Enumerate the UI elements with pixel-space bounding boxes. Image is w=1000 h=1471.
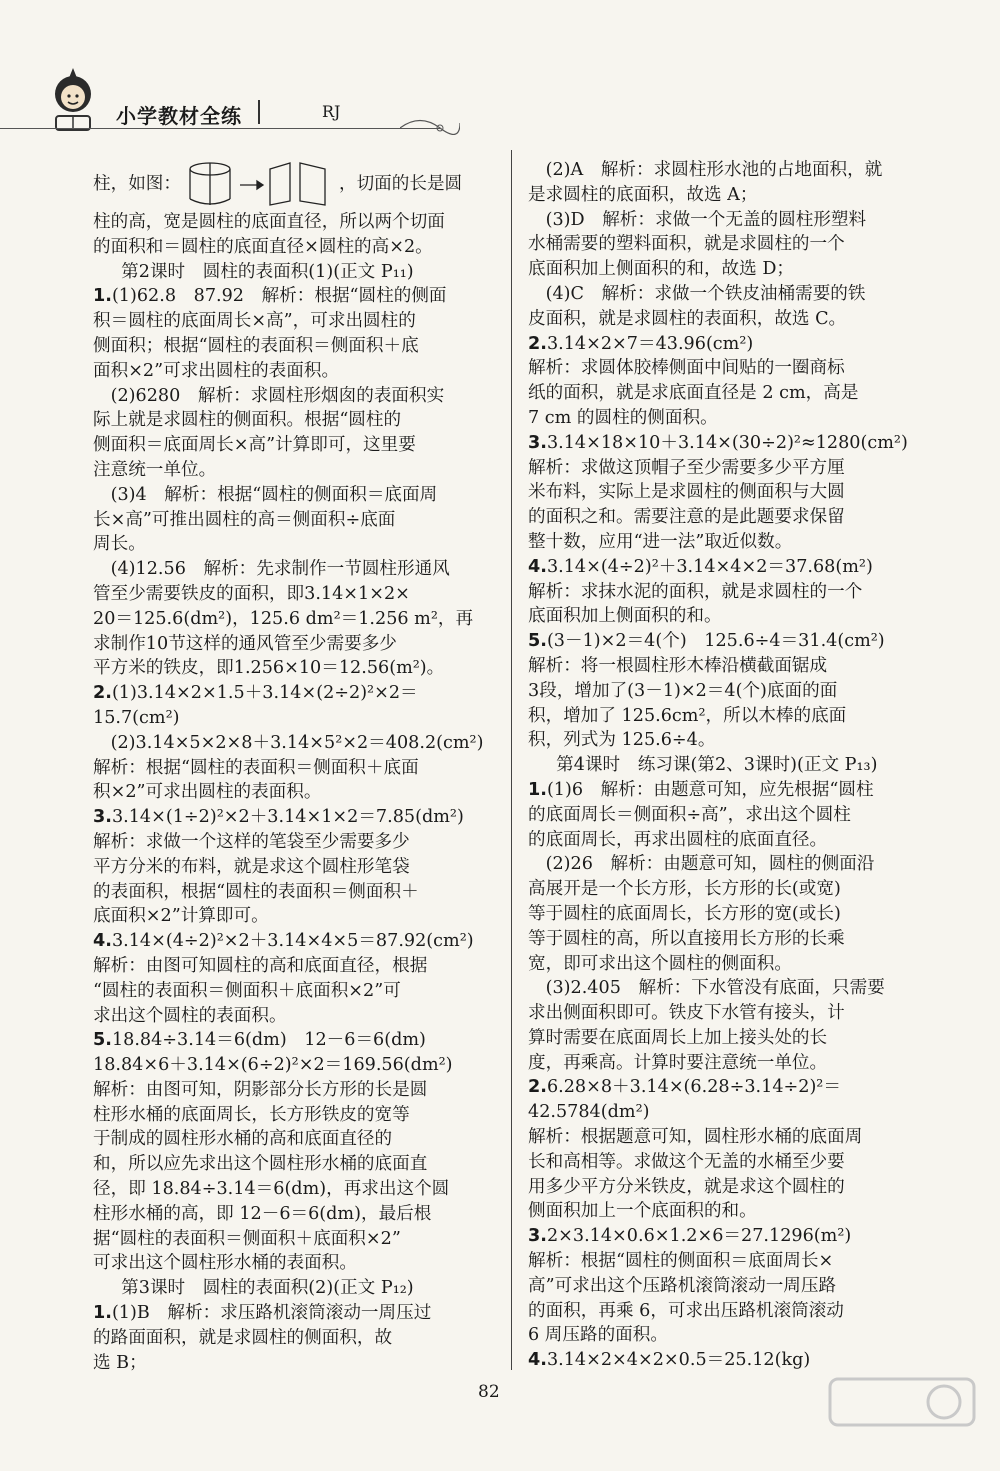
- line-text: 3.14×2×7＝43.96(cm²): [546, 333, 754, 354]
- line-text: (4)C 解析：求做一个铁皮油桶需要的铁: [545, 283, 866, 304]
- line-text: 注意统一单位。: [93, 459, 217, 480]
- line-text: (3－1)×2＝4(个) 125.6÷4＝31.4(cm²): [546, 631, 885, 652]
- line-text: 第2课时 圆柱的表面积(1)(正文 P₁₁): [121, 261, 414, 282]
- left-column: [93, 158, 493, 1375]
- line-text: 径，即 18.84÷3.14＝6(dm)，再求出这个圆: [93, 1179, 450, 1200]
- text-line: [93, 1177, 493, 1202]
- header-ornament-icon: [400, 108, 460, 138]
- text-line: [93, 408, 493, 433]
- line-text: (1)3.14×2×1.5＋3.14×(2÷2)²×2＝: [111, 683, 418, 704]
- text-line: [93, 929, 493, 954]
- line-text: 解析：求抹水泥的面积，就是求圆柱的一个: [528, 581, 863, 602]
- question-number: 2.: [528, 1077, 547, 1098]
- text-line: [528, 728, 920, 753]
- text-line: [528, 1001, 920, 1026]
- text-line: [93, 483, 493, 508]
- line-text: 的面积之和。需要注意的是此题要求保留: [528, 507, 845, 528]
- line-text: 积，列式为 125.6÷4。: [528, 730, 716, 751]
- text-line: [528, 480, 920, 505]
- line-text: 的面积和＝圆柱的底面直径×圆柱的高×2。: [93, 236, 433, 257]
- question-number: 4.: [93, 931, 112, 952]
- line-text: (1)6 解析：由题意可知，应先根据“圆柱: [546, 779, 874, 800]
- line-text: 15.7(cm²): [93, 707, 180, 728]
- question-number: 4.: [528, 1350, 547, 1371]
- text-line: [93, 557, 493, 582]
- text-line: [93, 1028, 493, 1053]
- text-line: [93, 731, 493, 756]
- text-line: [93, 359, 493, 384]
- text-line: [528, 877, 920, 902]
- title-separator: [258, 100, 260, 124]
- text-line: [93, 334, 493, 359]
- line-text: 高”可求出这个压路机滚筒滚动一周压路: [528, 1275, 837, 1296]
- line-text: 的底面周长，再求出圆柱的底面直径。: [528, 829, 828, 850]
- text-line: [528, 1125, 920, 1150]
- text-line: [528, 580, 920, 605]
- line-text: 平方分米的布料，就是求这个圆柱形笔袋: [93, 856, 410, 877]
- line-text: 高展开是一个长方形，长方形的长(或宽): [528, 879, 841, 900]
- line-text: (1)B 解析：求压路机滚筒滚动一周压过: [111, 1303, 432, 1324]
- text-line: [93, 756, 493, 781]
- line-text: (2)26 解析：由题意可知，圆柱的侧面沿: [545, 854, 875, 875]
- text-line: [528, 629, 920, 654]
- text-line: [93, 805, 493, 830]
- text-line: [93, 1053, 493, 1078]
- line-text: 解析：根据题意可知，圆柱形水桶的底面周: [528, 1127, 863, 1148]
- text-line: [93, 632, 493, 657]
- line-text: 求出这个圆柱的表面积。: [93, 1005, 287, 1026]
- right-column: [528, 158, 920, 1373]
- text-line: [528, 1100, 920, 1125]
- text-line: [528, 1051, 920, 1076]
- line-text: 的路面面积，就是求圆柱的侧面积，故: [93, 1327, 393, 1348]
- text-line: [528, 456, 920, 481]
- question-number: 5.: [528, 631, 547, 652]
- text-line: [528, 1150, 920, 1175]
- text-line: [528, 505, 920, 530]
- line-text: 6 周压路的面积。: [528, 1325, 668, 1346]
- question-number: 3.: [93, 807, 112, 828]
- text-line: [93, 532, 493, 557]
- text-line: [93, 1078, 493, 1103]
- line-text: 柱形水桶的底面周长，长方形铁皮的宽等: [93, 1104, 410, 1125]
- text-line: [93, 1103, 493, 1128]
- line-text: 解析：根据“圆柱的表面积＝侧面积＋底面: [93, 757, 419, 778]
- line-text: 6.28×8＋3.14×(6.28÷3.14÷2)²＝: [546, 1077, 841, 1098]
- text-line: [93, 1152, 493, 1177]
- text-line: [93, 260, 493, 285]
- text-line: [528, 356, 920, 381]
- line-text: 平方米的铁皮，即1.256×10＝12.56(m²)。: [93, 658, 445, 679]
- line-text: 于制成的圆柱形水桶的高和底面直径的: [93, 1129, 393, 1150]
- text-line: [93, 284, 493, 309]
- text-line: [93, 1004, 493, 1029]
- text-line: [528, 1199, 920, 1224]
- header-rule: [0, 128, 440, 129]
- text-line: [93, 780, 493, 805]
- text-line: [528, 158, 920, 183]
- text-line: [93, 582, 493, 607]
- question-number: 5.: [93, 1030, 112, 1051]
- line-text: 柱的高，宽是圆柱的底面直径，所以两个切面: [93, 212, 445, 232]
- text-line: [528, 1348, 920, 1373]
- line-text: 侧面积加上一个底面积的和。: [528, 1201, 757, 1222]
- line-text: 际上就是求圆柱的侧面积。根据“圆柱的: [93, 410, 402, 431]
- text-line: [528, 208, 920, 233]
- text-line: [93, 458, 493, 483]
- text-line: [528, 952, 920, 977]
- line-text: 用多少平方分米铁皮，就是求这个圆柱的: [528, 1176, 845, 1197]
- line-text: 长和高相等。求做这个无盖的水桶至少要: [528, 1151, 845, 1172]
- text-line: [93, 681, 493, 706]
- text-line: [93, 309, 493, 334]
- line-text-after-figure: ，切面的长是圆: [338, 174, 463, 194]
- text-line: [528, 1274, 920, 1299]
- question-number: 1.: [528, 779, 547, 800]
- text-line: [528, 927, 920, 952]
- line-text: 的底面周长＝侧面积÷高”，求出这个圆柱: [528, 804, 851, 825]
- text-line: [528, 803, 920, 828]
- text-line: [528, 1323, 920, 1348]
- line-text: 积，增加了 125.6cm²，所以木棒的底面: [528, 705, 847, 726]
- text-line: [528, 431, 920, 456]
- text-line: [528, 1026, 920, 1051]
- line-text: 底面积×2”计算即可。: [93, 906, 269, 927]
- text-line: [528, 828, 920, 853]
- line-text: 侧面积；根据“圆柱的表面积＝侧面积＋底: [93, 335, 419, 356]
- line-text: 解析：求圆体胶棒侧面中间贴的一圈商标: [528, 358, 845, 379]
- line-text: 可求出这个圆柱形水桶的表面积。: [93, 1253, 357, 1274]
- line-text: 3.14×(1÷2)²×2＋3.14×1×2＝7.85(dm²): [111, 807, 464, 828]
- line-text: 解析：由图可知圆柱的高和底面直径，根据: [93, 955, 428, 976]
- line-text: 水桶需要的塑料面积，就是求圆柱的一个: [528, 234, 845, 255]
- line-text: 皮面积，就是求圆柱的表面积，故选 C。: [528, 308, 847, 329]
- text-line: [93, 1351, 493, 1376]
- line-text: 解析：由图可知，阴影部分长方形的长是圆: [93, 1079, 428, 1100]
- text-line: [93, 1301, 493, 1326]
- text-line: [528, 1075, 920, 1100]
- text-line: [93, 904, 493, 929]
- line-text: 3.14×(4÷2)²＋3.14×4×2＝37.68(m²): [546, 556, 873, 577]
- text-line: [93, 979, 493, 1004]
- line-text: 是求圆柱的底面积，故选 A；: [528, 184, 758, 205]
- edition-label: RJ: [322, 102, 341, 121]
- text-line: [528, 530, 920, 555]
- text-line: [528, 257, 920, 282]
- text-line: [93, 830, 493, 855]
- line-text: (3)D 解析：求做一个无盖的圆柱形塑料: [545, 209, 867, 230]
- line-text: 积＝圆柱的底面周长×高”，可求出圆柱的: [93, 311, 416, 332]
- watermark-logo-icon: [822, 1373, 982, 1453]
- line-text: 3.14×(4÷2)²×2＋3.14×4×5＝87.92(cm²): [111, 931, 474, 952]
- text-line: [93, 954, 493, 979]
- cylinder-cut-figure-icon: [185, 161, 335, 207]
- question-number: 1.: [93, 1303, 112, 1324]
- line-text: 柱形水桶的高，即 12－6＝6(dm)，最后根: [93, 1203, 432, 1224]
- question-number: 3.: [528, 1226, 547, 1247]
- text-line: [93, 1202, 493, 1227]
- line-text: 18.84×6＋3.14×(6÷2)²×2＝169.56(dm²): [93, 1055, 453, 1076]
- question-number: 1.: [93, 286, 112, 307]
- text-line: [528, 555, 920, 580]
- line-text: 42.5784(dm²): [528, 1102, 650, 1123]
- line-text: 底面积加上侧面积的和。: [528, 606, 722, 627]
- line-text: 20＝125.6(dm²)，125.6 dm²＝1.256 m²，再: [93, 608, 474, 629]
- text-line: [528, 1299, 920, 1324]
- line-text: 3段，增加了(3－1)×2＝4(个)底面的面: [528, 680, 838, 701]
- text-line: [528, 406, 920, 431]
- text-line: [93, 656, 493, 681]
- text-line: [528, 778, 920, 803]
- mascot-logo-icon: [38, 66, 108, 136]
- text-line: [528, 183, 920, 208]
- text-line: [93, 384, 493, 409]
- line-text: 和，所以应先求出这个圆柱形水桶的底面直: [93, 1154, 428, 1175]
- line-text: 解析：将一根圆柱形木棒沿横截面锯成: [528, 655, 828, 676]
- text-line: [93, 158, 493, 210]
- line-text: 第4课时 练习课(第2、3课时)(正文 P₁₃): [556, 755, 878, 776]
- line-text: 管至少需要铁皮的面积，即3.14×1×2×: [93, 583, 410, 604]
- line-text: (3)2.405 解析：下水管没有底面，只需要: [545, 978, 885, 999]
- line-text: 解析：求做这顶帽子至少需要多少平方厘: [528, 457, 845, 478]
- line-text: 的面积，再乘 6，可求出压路机滚筒滚动: [528, 1300, 844, 1321]
- line-text: 求制作10节这样的通风管至少需要多少: [93, 633, 397, 654]
- text-line: [528, 307, 920, 332]
- line-text: 3.14×18×10＋3.14×(30÷2)²≈1280(cm²): [546, 432, 908, 453]
- line-text: (4)12.56 解析：先求制作一节圆柱形通风: [110, 559, 450, 580]
- text-line: [93, 508, 493, 533]
- text-line: [528, 282, 920, 307]
- line-text: 等于圆柱的高，所以直接用长方形的长乘: [528, 928, 845, 949]
- text-line: [93, 1251, 493, 1276]
- line-text: (2)6280 解析：求圆柱形烟囱的表面积实: [110, 385, 445, 406]
- text-line: [528, 1249, 920, 1274]
- line-text: (2)A 解析：求圆柱形水池的占地面积，就: [545, 160, 883, 180]
- line-text: 柱，如图：: [93, 174, 181, 194]
- text-line: [528, 381, 920, 406]
- line-text: 底面积加上侧面积的和，故选 D；: [528, 259, 795, 280]
- text-line: [93, 210, 493, 235]
- line-text: 积×2”可求出圆柱的表面积。: [93, 782, 322, 803]
- line-text: 3.14×2×4×2×0.5＝25.12(kg): [546, 1350, 811, 1371]
- line-text: (1)62.8 87.92 解析：根据“圆柱的侧面: [111, 286, 447, 307]
- text-line: [528, 976, 920, 1001]
- question-number: 2.: [528, 333, 547, 354]
- line-text: 解析：根据“圆柱的侧面积＝底面周长×: [528, 1251, 834, 1272]
- line-text: 面积×2”可求出圆柱的表面积。: [93, 360, 340, 381]
- line-text: 等于圆柱的底面周长，长方形的宽(或长): [528, 903, 841, 924]
- line-text: (2)3.14×5×2×8＋3.14×5²×2＝408.2(cm²): [110, 732, 484, 753]
- line-text: “圆柱的表面积＝侧面积＋底面积×2”可: [93, 980, 401, 1001]
- page-header: [0, 0, 1000, 140]
- line-text: 7 cm 的圆柱的侧面积。: [528, 407, 718, 428]
- column-divider: [511, 150, 512, 1370]
- line-text: 的表面积，根据“圆柱的表面积＝侧面积＋: [93, 881, 419, 902]
- text-line: [528, 679, 920, 704]
- text-line: [93, 706, 493, 731]
- line-text: 据“圆柱的表面积＝侧面积＋底面积×2”: [93, 1228, 401, 1249]
- book-series-title: 小学教材全练: [116, 104, 242, 128]
- line-text: 纸的面积，就是求底面直径是 2 cm，高是: [528, 383, 859, 404]
- line-text: 侧面积＝底面周长×高”计算即可，这里要: [93, 435, 416, 456]
- line-text: 第3课时 圆柱的表面积(2)(正文 P₁₂): [121, 1278, 414, 1299]
- line-text: 解析：求做一个这样的笔袋至少需要多少: [93, 831, 410, 852]
- text-line: [93, 1227, 493, 1252]
- text-line: [93, 855, 493, 880]
- text-line: [93, 607, 493, 632]
- line-text: 度，再乘高。计算时要注意统一单位。: [528, 1052, 828, 1073]
- text-line: [528, 753, 920, 778]
- page-number: 82: [478, 1382, 500, 1402]
- line-text: 2×3.14×0.6×1.2×6＝27.1296(m²): [546, 1226, 852, 1247]
- line-text: (3)4 解析：根据“圆柱的侧面积＝底面周: [110, 484, 438, 505]
- text-line: [528, 332, 920, 357]
- line-text: 米布料，实际上是求圆柱的侧面积与大圆: [528, 482, 845, 503]
- line-text: 整十数，应用“进一法”取近似数。: [528, 531, 793, 552]
- line-text: 选 B；: [93, 1352, 147, 1373]
- text-line: [528, 604, 920, 629]
- line-text: 长×高”可推出圆柱的高＝侧面积÷底面: [93, 509, 396, 530]
- text-line: [528, 902, 920, 927]
- line-text: 周长。: [93, 534, 146, 555]
- text-line: [93, 1127, 493, 1152]
- text-line: [528, 232, 920, 257]
- question-number: 3.: [528, 432, 547, 453]
- text-line: [93, 1276, 493, 1301]
- line-text: 求出侧面积即可。铁皮下水管有接头，计: [528, 1003, 845, 1024]
- line-text: 宽，即可求出这个圆柱的侧面积。: [528, 953, 792, 974]
- line-text: 18.84÷3.14＝6(dm) 12－6＝6(dm): [111, 1030, 426, 1051]
- text-line: [528, 1224, 920, 1249]
- text-line: [528, 1175, 920, 1200]
- question-number: 4.: [528, 556, 547, 577]
- text-line: [93, 1326, 493, 1351]
- question-number: 2.: [93, 683, 112, 704]
- text-line: [528, 852, 920, 877]
- text-line: [93, 433, 493, 458]
- text-line: [528, 704, 920, 729]
- line-text: 算时需要在底面周长上加上接头处的长: [528, 1027, 828, 1048]
- text-line: [93, 880, 493, 905]
- text-line: [93, 235, 493, 260]
- text-line: [528, 654, 920, 679]
